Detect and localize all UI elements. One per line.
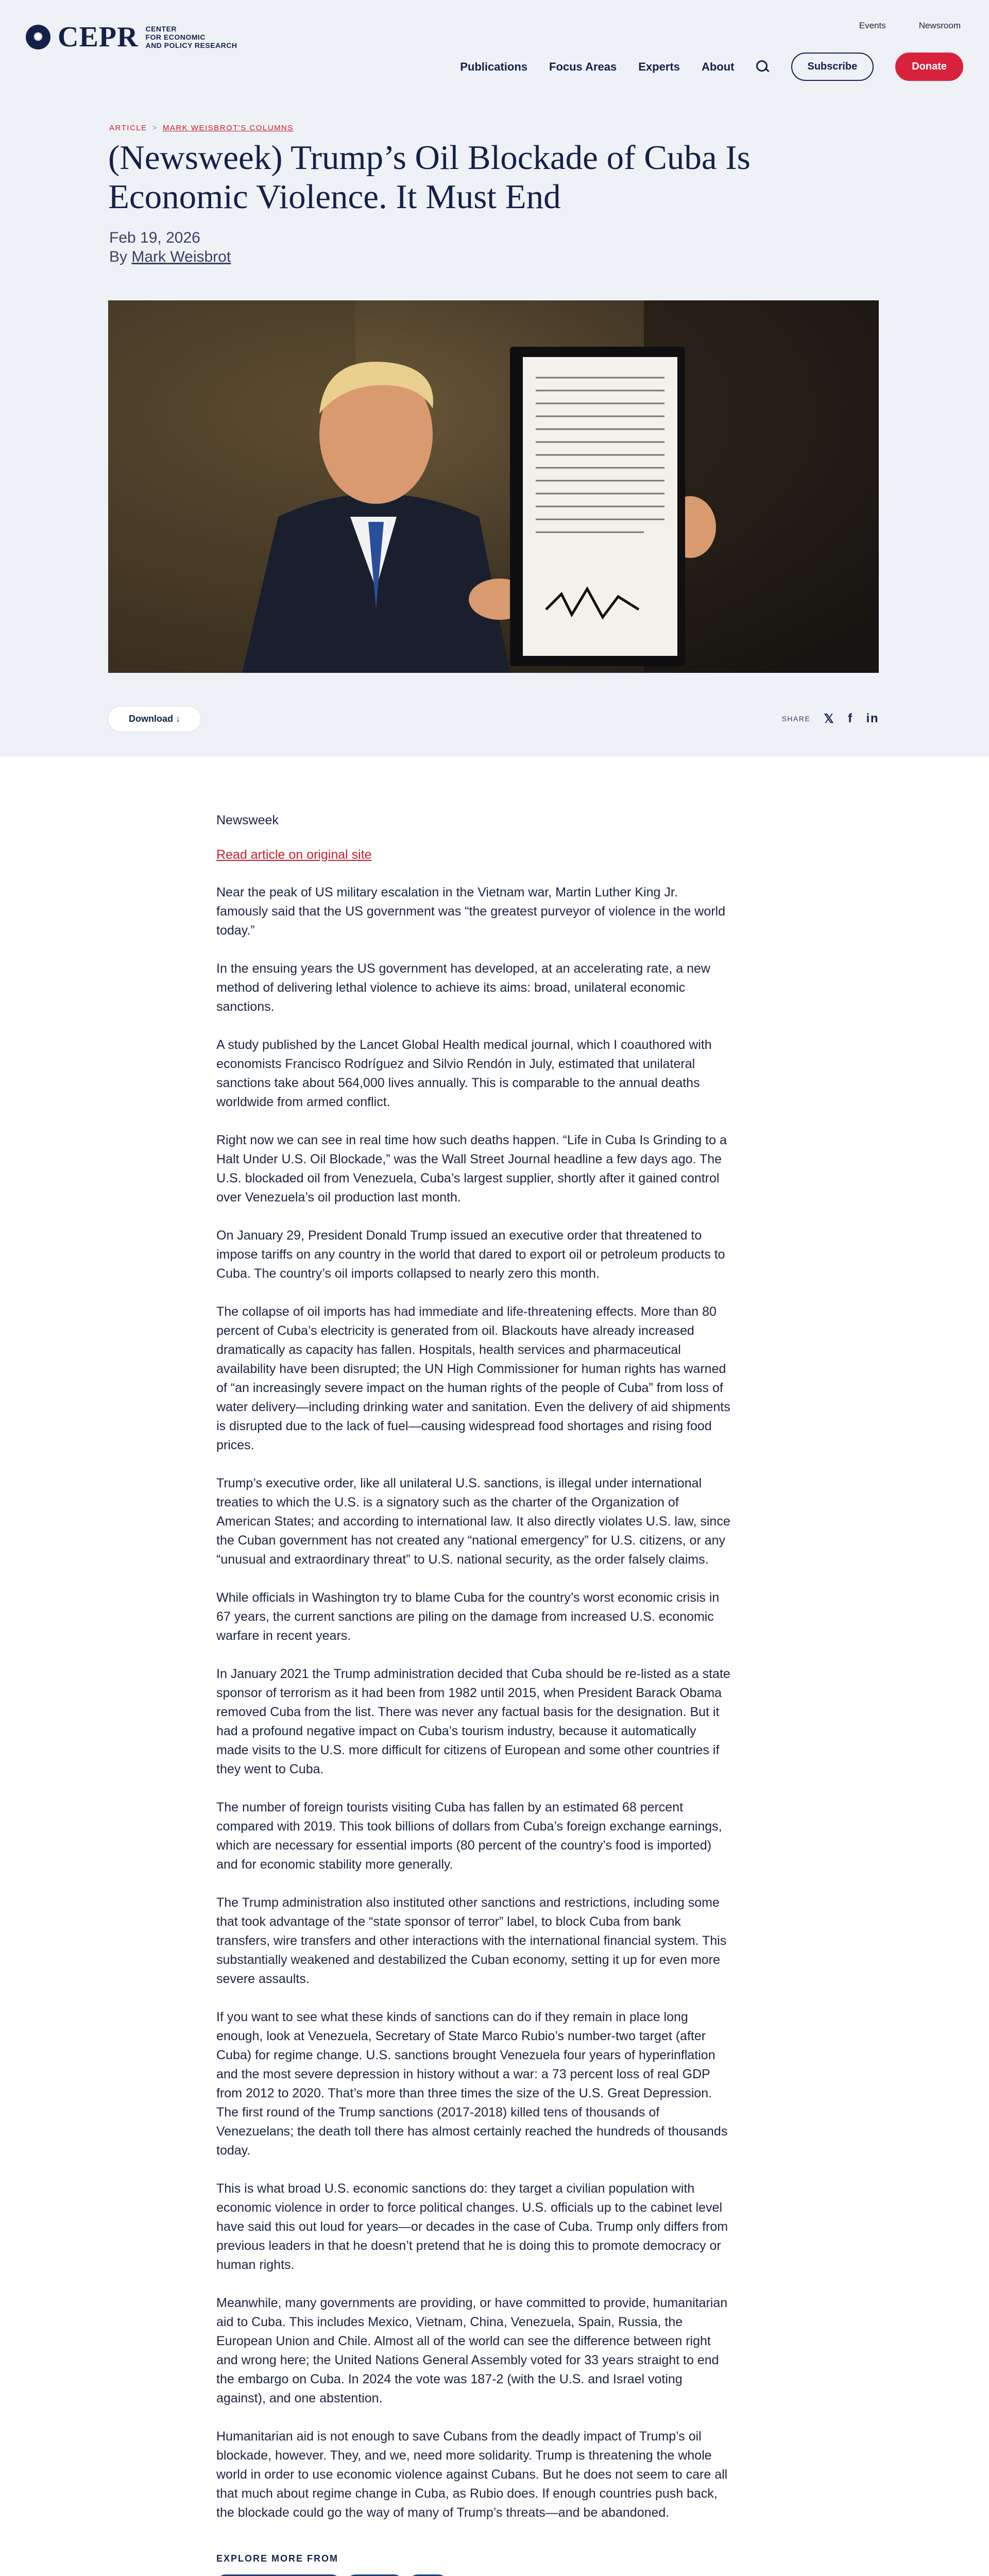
paragraph-6: The collapse of oil imports has had immediate and life-threatening effects. More than 80 percent of Cuba’s electricity is generated from oil. Blackouts have already increased dramatically as capacity has fallen. Hospitals, health services and pharmaceutical availability have been disrupted; the UN High Commissioner for human rights has warned of “an increasingly severe impact on the human rights of the people of Cuba” from loss of water delivery—including drinking water and sanitation. Even the delivery of aid shipments is disrupted due to the lack of fuel—causing widespread food shortages and rising food prices. — [216, 1304, 730, 1452]
paragraph-5: On January 29, President Donald Trump issued an executive order that threatened to impose tariffs on any country in the world that dared to export oil or petroleum products to Cuba. The country’s oil imports collapsed to nearly zero this month. — [216, 1228, 725, 1281]
nav-about[interactable]: About — [701, 60, 735, 73]
breadcrumb — [109, 124, 294, 132]
paragraph-2: In the ensuing years the US government has developed, at an accelerating rate, a new method of delivering lethal violence to achieve its aims: broad, unilateral economic sanctions. — [216, 961, 710, 1014]
subscribe-button[interactable]: Subscribe — [791, 53, 874, 81]
paragraph-9: In January 2021 the Trump administration decided that Cuba should be re-listed as a state sponsor of terrorism as it had been from 1982 until 2015, when President Barack Obama removed Cuba from the list. There was never any factual basis for the designation. But it had a profound negative impact on Cuba’s tourism industry, because it automatically made visits to the U.S. more difficult for citizens of European and some other countries if they went to Cuba. — [216, 1667, 730, 1776]
byline: By Mark Weisbrot — [109, 248, 231, 265]
paragraph-1: Near the peak of US military escalation in the Vietnam war, Martin Luther King Jr. famously said that the US government was “the greatest purveyor of violence in the world today.” — [216, 885, 726, 938]
share-links — [782, 711, 879, 726]
logo-globe-icon: ✺ — [26, 25, 50, 49]
x-share-icon[interactable]: 𝕏 — [824, 711, 835, 726]
author-link[interactable]: Mark Weisbrot — [131, 248, 231, 265]
paragraph-14: Meanwhile, many governments are providing, or have committed to provide, humanitarian aid to Cuba. This includes Mexico, Vietnam, China, Venezuela, Spain, Russia, the European Union and Chile. Almost all of the world can see the difference between right and wrong here; the United Nations General Assembly voted for 33 years straight to end the embargo on Cuba. In 2024 the vote was 187-2 (with the U.S. and Israel voting against), and one abstention. — [216, 2296, 728, 2405]
breadcrumb-link[interactable]: MARK WEISBROT'S COLUMNS — [162, 124, 294, 132]
main-nav — [460, 53, 963, 81]
breadcrumb-kind: ARTICLE — [109, 124, 147, 132]
site-header — [26, 21, 963, 77]
paragraph-13: This is what broad U.S. economic sanctions do: they target a civilian population with economic violence in order to force political changes. U.S. officials up to the cabinet level have said this out loud for years—or decades in the case of Cuba. Trump only differs from previous leaders in that he doesn’t pretend that he is doing this to promote democracy or human rights. — [216, 2181, 728, 2272]
site-logo[interactable] — [26, 21, 237, 54]
hero-photo-illustration — [108, 300, 879, 673]
nav-focus-areas[interactable]: Focus Areas — [549, 60, 617, 73]
logo-wordmark: CEPR — [58, 21, 139, 53]
search-icon[interactable] — [756, 60, 770, 74]
donate-button[interactable]: Donate — [895, 53, 963, 81]
article-body — [216, 756, 731, 2576]
page-title: (Newsweek) Trump’s Oil Blockade of Cuba Is Economic Violence. It Must End — [108, 139, 751, 216]
explore-heading: EXPLORE MORE FROM — [216, 2553, 339, 2564]
utility-link-newsroom[interactable]: Newsroom — [918, 21, 961, 30]
share-label: SHARE — [781, 715, 811, 723]
download-button[interactable]: Download ↓ — [108, 706, 201, 732]
breadcrumb-separator: > — [152, 124, 158, 132]
paragraph-11: The Trump administration also instituted other sanctions and restrictions, including some that took advantage of the “state sponsor of terror” label, to block Cuba from bank transfers, wire transfers and other interactions with the international financial system. This substantially weakened and destabilized the Cuban economy, setting it up for even more severe assaults. — [216, 1895, 727, 1986]
nav-experts[interactable]: Experts — [638, 60, 680, 73]
utility-link-events[interactable]: Events — [859, 21, 886, 30]
paragraph-15: Humanitarian aid is not enough to save Cubans from the deadly impact of Trump’s oil blockade, however. They, and we, need more solidarity. Trump is threatening the whole world in order to use economic violence against Cubans. But he does not seem to care all that much about regime change in Cuba, as Rubio does. If enough countries push back, the blockade could go the way of many of Trump’s threats—and be abandoned. — [216, 2429, 728, 2520]
publish-date: Feb 19, 2026 — [109, 229, 200, 246]
article-header — [0, 0, 989, 756]
paragraph-3: A study published by the Lancet Global Health medical journal, which I coauthored with economists Francisco Rodríguez and Silvio Rendón in July, estimated that unilateral sanctions take about 564,000 lives annually. This is comparable to the annual deaths worldwide from armed conflict. — [216, 1038, 712, 1109]
linkedin-share-icon[interactable]: in — [866, 711, 879, 725]
paragraph-8: While officials in Washington try to blame Cuba for the country’s worst economic crisis in 67 years, the current sanctions are piling on the damage from increased U.S. economic warfare in recent years. — [216, 1590, 720, 1643]
share-bar — [108, 701, 879, 737]
logo-subtitle: CENTER FOR ECONOMIC AND POLICY RESEARCH — [145, 25, 237, 49]
paragraph-4: Right now we can see in real time how such deaths happen. “Life in Cuba Is Grinding to a Halt Under U.S. Oil Blockade,” was the Wall Street Journal headline a few days ago. The U.S. blockaded oil from Venezuela, Cuba’s largest supplier, shortly after it gained control over Venezuela’s oil production last month. — [216, 1133, 727, 1205]
hero-image — [108, 300, 879, 673]
paragraph-12: If you want to see what these kinds of sanctions can do if they remain in place long enough, look at Venezuela, Secretary of State Marco Rubio’s number-two target (after Cuba) for regime change. U.S. sanctions brought Venezuela four years of hyperinflation and the most severe depression in history without a war: a 73 percent loss of real GDP from 2012 to 2020. That’s more than three times the size of the U.S. Great Depression. The first round of the Trump sanctions (2017-2018) killed tens of thousands of Venezuelans; the death toll there has almost certainly reached the hundreds of thousands today. — [216, 2010, 728, 2158]
facebook-share-icon[interactable]: f — [848, 711, 853, 725]
paragraph-7: Trump’s executive order, like all unilateral U.S. sanctions, is illegal under international treaties to which the U.S. is a signatory such as the charter of the Organization of American States; and according to international law. It also directly violates U.S. law, since the Cuban government has not created any “national emergency” for U.S. citizens, or any “unusual and extraordinary threat” to U.S. national security, as the order falsely claims. — [216, 1476, 730, 1567]
source-name: Newsweek — [216, 813, 279, 827]
original-article-link[interactable]: Read article on original site — [216, 848, 372, 862]
nav-publications[interactable]: Publications — [460, 60, 527, 73]
paragraph-10: The number of foreign tourists visiting Cuba has fallen by an estimated 68 percent compared with 2019. This took billions of dollars from Cuba’s foreign exchange earnings, which are necessary for essential imports (80 percent of the country’s food is imported) and for economic stability more generally. — [216, 1800, 722, 1872]
arrow-down-icon: ↓ — [176, 713, 181, 724]
